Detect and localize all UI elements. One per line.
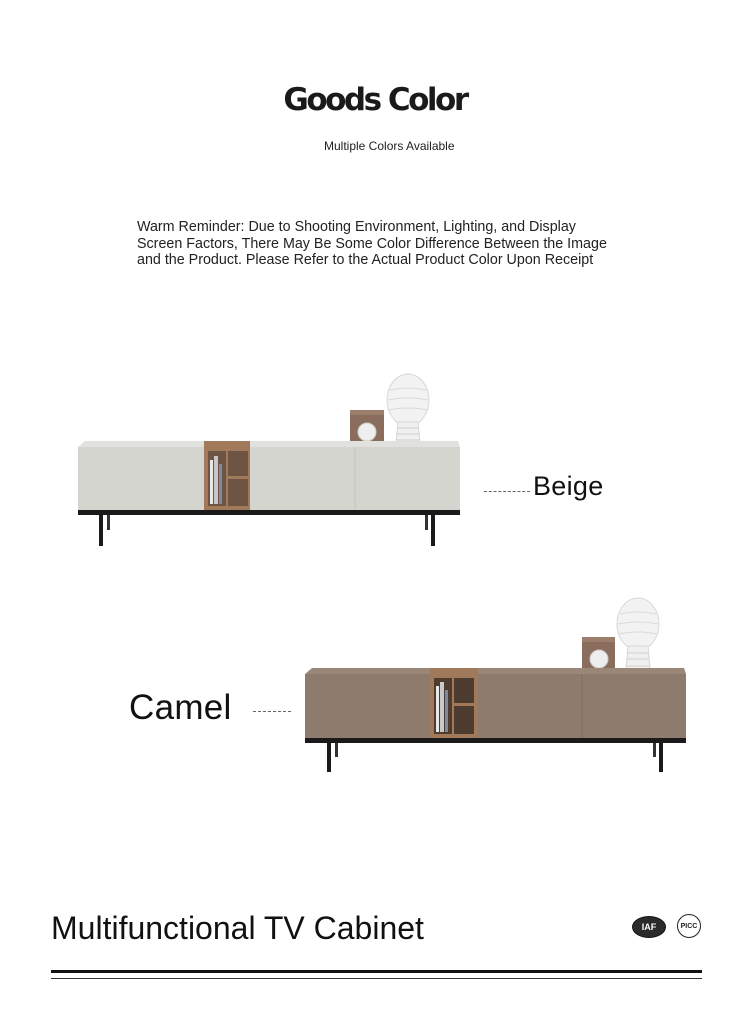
reminder-line: and the Product. Please Refer to the Actual Product Color Upon Receipt [137,252,594,268]
reminder-line: Warm Reminder: Due to Shooting Environment, Lighting, and Display [137,219,576,235]
divider-thick [51,970,702,973]
table-lamp-icon [617,598,659,670]
color-reminder-text [137,219,657,269]
divider-thin [51,978,702,979]
camel-tv-cabinet-image [300,590,695,785]
picc-certification-badge: PICC [677,914,701,938]
camel-connector-line [253,711,291,712]
camel-color-label: Camel [129,688,232,727]
table-lamp-icon [387,374,429,443]
page-subtitle: Multiple Colors Available [324,139,455,153]
product-title: Multifunctional TV Cabinet [51,910,424,946]
decor-box-icon [582,637,615,673]
page-title: Goods Color [283,82,467,118]
reminder-line: Screen Factors, There May Be Some Color Difference Between the Image [137,235,607,252]
beige-connector-line [484,491,530,492]
iaf-certification-badge: IAF [632,916,666,938]
decor-box-icon [350,410,384,446]
beige-tv-cabinet-image [70,360,470,555]
beige-color-label: Beige [533,471,604,501]
